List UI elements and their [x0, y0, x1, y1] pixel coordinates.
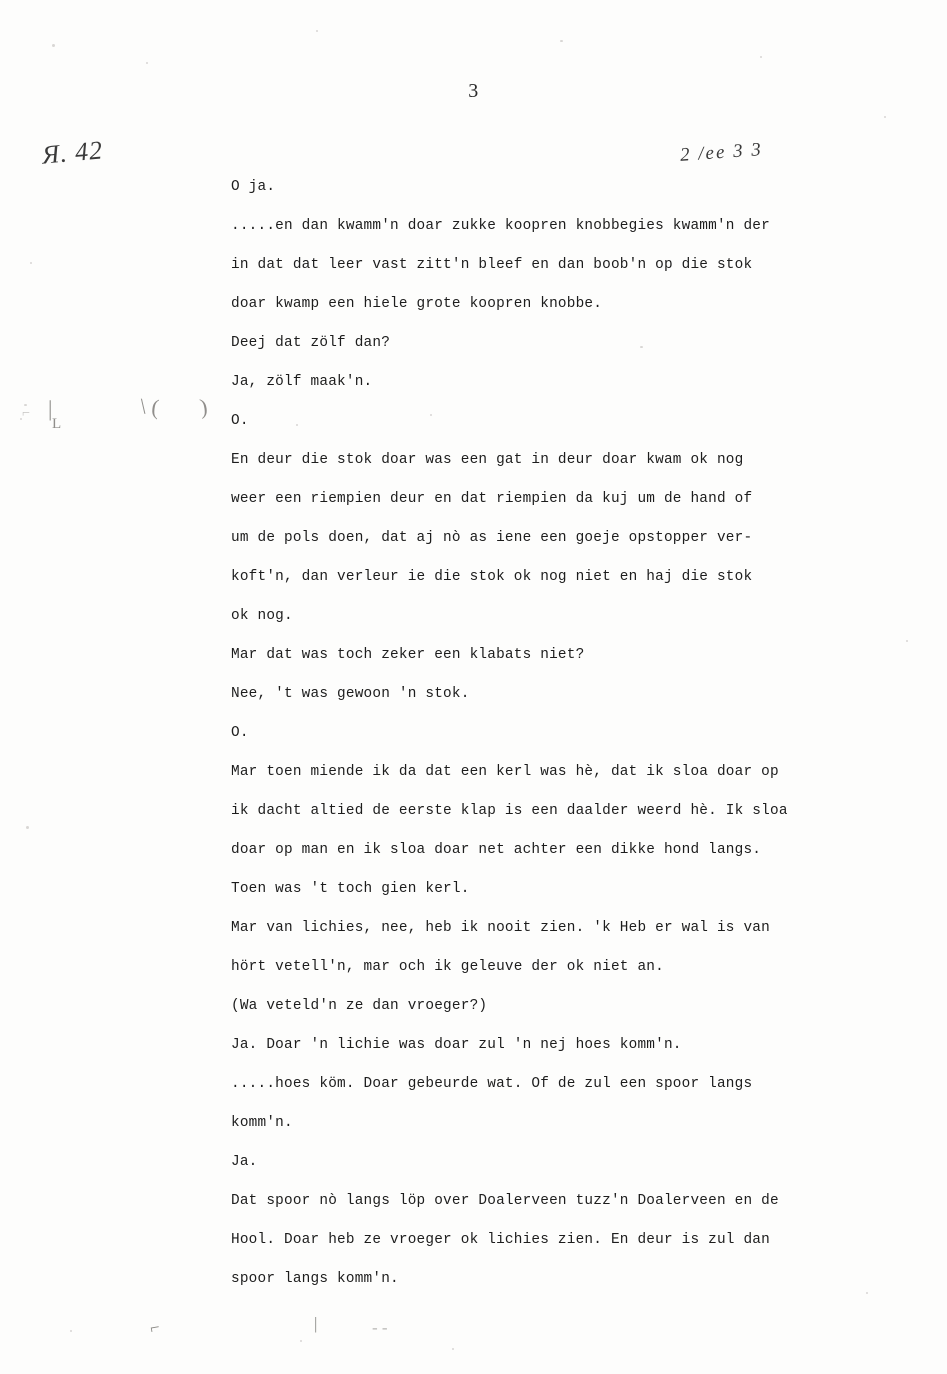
scan-speckle	[146, 62, 148, 64]
scan-speckle	[866, 1292, 868, 1294]
pencil-mark-2: )	[198, 393, 209, 420]
pencil-mark-5: ⌐	[22, 406, 30, 421]
transcript-line: O.	[231, 725, 249, 741]
transcript-line: .....en dan kwamm'n doar zukke koopren knobbegies kwamm'n der	[231, 218, 770, 234]
transcript-line: in dat dat leer vast zitt'n bleef en dan boob'n op die stok	[231, 257, 753, 273]
pencil-mark-1: \ (	[138, 393, 161, 420]
bottom-pencil-annotations	[148, 1314, 450, 1348]
scan-speckle	[430, 414, 432, 416]
scan-speckle	[20, 418, 22, 420]
transcript-line: Deej dat zölf dan?	[231, 335, 391, 351]
scan-speckle	[316, 30, 318, 32]
transcript-line: um de pols doen, dat aj nò as iene een goeje opstopper ver-	[231, 530, 753, 546]
bottom-mark-2: |	[314, 1314, 318, 1333]
scan-speckle	[52, 44, 55, 47]
scan-speckle	[26, 826, 29, 829]
scan-speckle	[884, 116, 886, 118]
transcript-body	[231, 168, 891, 1299]
transcript-line: Ja.	[231, 1154, 258, 1170]
transcript-line: (Wa veteld'n ze dan vroeger?)	[231, 998, 488, 1014]
transcript-line: Nee, 't was gewoon 'n stok.	[231, 686, 470, 702]
transcript-line: doar kwamp een hiele grote koopren knobbe.	[231, 296, 603, 312]
transcript-line: hört vetell'n, mar och ik geleuve der ok niet an.	[231, 959, 664, 975]
transcript-line: ik dacht altied de eerste klap is een daalder weerd hè. Ik sloa	[231, 803, 788, 819]
transcript-line: spoor langs komm'n.	[231, 1271, 399, 1287]
scan-speckle	[906, 640, 908, 642]
transcript-line: Ja. Doar 'n lichie was doar zul 'n nej hoes komm'n.	[231, 1037, 682, 1053]
transcript-line: Mar dat was toch zeker een klabats niet?	[231, 647, 585, 663]
transcript-line: Ja, zölf maak'n.	[231, 374, 373, 390]
transcript-line: koft'n, dan verleur ie die stok ok nog niet en haj die stok	[231, 569, 753, 585]
transcript-line: Dat spoor nò langs löp over Doalerveen tuzz'n Doalerveen en de	[231, 1193, 779, 1209]
scan-speckle	[70, 1330, 72, 1332]
scan-speckle	[760, 56, 762, 58]
scan-speckle	[560, 40, 563, 42]
transcript-line: Mar van lichies, nee, heb ik nooit zien. 'k Heb er wal is van	[231, 920, 770, 936]
bottom-mark-1: ⌐	[148, 1317, 162, 1338]
bottom-mark-3: - -	[372, 1318, 388, 1337]
pencil-mark-3: |	[48, 396, 53, 421]
transcript-line: Hool. Doar heb ze vroeger ok lichies zien. En deur is zul dan	[231, 1232, 770, 1248]
page-number: 3	[468, 80, 479, 102]
scan-speckle	[30, 262, 32, 264]
pencil-mark-4: L	[52, 416, 62, 432]
transcript-line: Mar toen miende ik da dat een kerl was hè, dat ik sloa doar op	[231, 764, 779, 780]
transcript-line: .....hoes köm. Doar gebeurde wat. Of de zul een spoor langs	[231, 1076, 753, 1092]
scan-speckle	[24, 404, 27, 406]
transcript-line: En deur die stok doar was een gat in deur doar kwam ok nog	[231, 452, 744, 468]
scan-speckle	[452, 1348, 454, 1350]
transcript-line: O ja.	[231, 179, 276, 195]
transcript-line: doar op man en ik sloa doar net achter een dikke hond langs.	[231, 842, 762, 858]
scan-speckle	[640, 346, 643, 348]
handwritten-reference-mark: 2 /ee 3 3	[679, 139, 764, 166]
transcript-line: komm'n.	[231, 1115, 293, 1131]
transcript-line: weer een riempien deur en dat riempien da kuj um de hand of	[231, 491, 753, 507]
transcript-line: Toen was 't toch gien kerl.	[231, 881, 470, 897]
archive-reference-mark: Я. 42	[40, 135, 105, 170]
transcript-line: ok nog.	[231, 608, 293, 624]
scan-speckle	[300, 1340, 302, 1342]
scan-speckle	[296, 424, 298, 426]
transcript-line: O.	[231, 413, 249, 429]
